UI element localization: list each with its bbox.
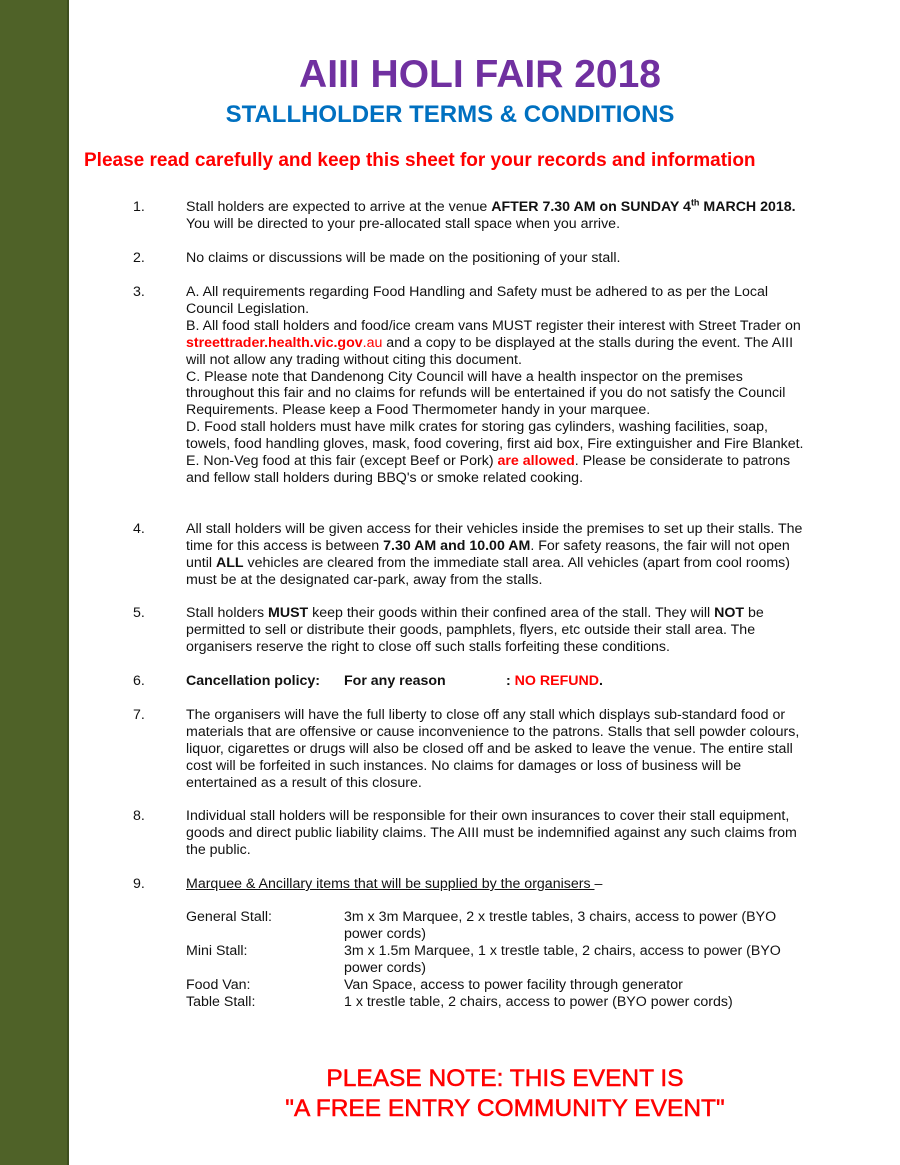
term-3e [186, 453, 806, 487]
dash: – [594, 876, 603, 892]
streettrader-link-tail[interactable]: .au [362, 334, 383, 351]
term-text-segment: Stall holders are expected to arrive at the venue [186, 199, 492, 215]
term-number: 5. [133, 605, 145, 621]
term-3b [186, 318, 806, 369]
document-subtitle: STALLHOLDER TERMS & CONDITIONS [225, 101, 675, 128]
arrival-time-bold: AFTER 7.30 AM on SUNDAY 4 [491, 199, 691, 215]
term-text: Individual stall holders will be responsible for their own insurances to cover their stall equipment, goods and direct public liability claims. The AIII must be indemnified against any such claims from the public. [186, 808, 797, 858]
colon: : [506, 673, 515, 689]
term-text: No claims or discussions will be made on the positioning of your stall. [186, 250, 621, 266]
term-text [186, 876, 806, 893]
term-3d: D. Food stall holders must have milk crates for storing gas cylinders, washing facilities, soap, towels, food handling gloves, mask, food covering, first aid box, Fire extinguisher and Fire Blanket. [186, 419, 804, 453]
stall-row-general [186, 909, 806, 943]
stall-type: Food Van: [186, 976, 251, 993]
allowed-highlight: are allowed [497, 453, 575, 470]
stall-type: General Stall: [186, 909, 272, 925]
stall-description: Van Space, access to power facility through generator [344, 976, 683, 993]
term-text-segment: vehicles are cleared from the immediate stall area. All vehicles (apart from cool rooms) must be at the designated car-park, away from the stalls. [186, 554, 790, 588]
must-bold: MUST [268, 605, 309, 621]
document-title: AIII HOLI FAIR 2018 [299, 53, 661, 96]
term-number: 9. [133, 876, 145, 892]
term-text-segment: You will be directed to your pre-allocated stall space when you arrive. [186, 215, 621, 232]
streettrader-link[interactable]: streettrader.health.vic.gov [186, 334, 363, 351]
term-text-segment: keep their goods within their confined area of the stall. They will [308, 605, 715, 621]
footer-line-2: "A FREE ENTRY COMMUNITY EVENT" [285, 1095, 725, 1122]
term-text-segment: Stall holders [186, 605, 269, 621]
term-text [186, 284, 806, 487]
term-number: 7. [133, 707, 145, 723]
term-number: 8. [133, 808, 145, 824]
cancellation-reason: For any reason [344, 673, 446, 689]
free-entry-notice [240, 1064, 770, 1124]
not-bold: NOT [714, 605, 745, 621]
term-text-segment: . Please be considerate to patrons and fellow stall holders during BBQ's or smoke related cooking. [186, 453, 791, 486]
term-text-segment: be permitted to sell or distribute their goods, pamphlets, flyers, etc outside their stall area. The organisers reserve the right to close off such stalls forfeiting these conditions. [186, 605, 764, 655]
all-bold: ALL [215, 554, 244, 571]
stall-description: 3m x 3m Marquee, 2 x trestle tables, 3 chairs, access to power (BYO power cords) [344, 909, 777, 942]
term-number: 6. [133, 673, 145, 689]
term-text-segment: and a copy to be displayed at the stalls during the event. The AIII will not allow any trading without citing this document. [186, 334, 794, 368]
term-number: 4. [133, 521, 145, 537]
term-text [186, 521, 806, 589]
term-text-segment: E. Non-Veg food at this fair (except Beef or Pork) [186, 453, 498, 470]
term-text [186, 605, 806, 656]
stall-type: Mini Stall: [186, 942, 248, 959]
marquee-heading: Marquee & Ancillary items that will be supplied by the organisers [186, 876, 595, 892]
term-number: 1. [133, 199, 145, 215]
no-refund-value: NO REFUND [514, 673, 600, 689]
period: . [599, 673, 603, 689]
term-3c: C. Please note that Dandenong City Council will have a health inspector on the premises throughout this fair and no claims for refunds will be entertained if you do not satisfy the Council Requirements. Please keep a Food Thermometer handy in your marquee. [186, 368, 786, 419]
term-text-segment: All stall holders will be given access for their vehicles inside the premises to set up their stalls. The time for this access is between [186, 521, 803, 554]
read-carefully-notice: Please read carefully and keep this sheet for your records and information [84, 150, 756, 171]
footer-line-1: PLEASE NOTE: THIS EVENT IS [326, 1065, 684, 1092]
term-number: 2. [133, 250, 145, 266]
cancellation-policy [186, 673, 806, 690]
arrival-date-bold: MARCH 2018. [699, 199, 796, 215]
term-text-segment: B. All food stall holders and food/ice cream vans MUST register their interest with Street Trader on [186, 317, 801, 334]
stall-description: 3m x 1.5m Marquee, 1 x trestle table, 2 chairs, access to power (BYO power cords) [344, 942, 781, 976]
stall-row-mini [186, 943, 806, 977]
term-text [186, 199, 806, 233]
stall-row-food-van [186, 977, 806, 994]
term-number: 3. [133, 284, 145, 300]
stall-description: 1 x trestle table, 2 chairs, access to power (BYO power cords) [344, 993, 733, 1010]
term-text: The organisers will have the full liberty to close off any stall which displays sub-standard food or materials that are offensive or cause inconvenience to the patrons. Stalls that sell powder colours, liquor, cigarettes or drugs will also be closed off and be asked to leave the venue. The entire stall cost will be forfeited in such instances. No claims for damages or loss of business will be entertained as a result of this closure. [186, 707, 800, 791]
stall-type: Table Stall: [186, 993, 256, 1010]
green-sidebar-band [0, 0, 69, 1165]
stall-row-table [186, 994, 806, 1011]
access-time-bold: 7.30 AM and 10.00 AM [383, 537, 531, 554]
cancellation-label: Cancellation policy: [186, 673, 321, 689]
stall-types-table [186, 909, 806, 1010]
ordinal-suffix: th [690, 197, 700, 208]
term-text-segment: . For safety reasons, the fair will not open until [186, 537, 790, 571]
term-3a: A. All requirements regarding Food Handling and Safety must be adhered to as per the Local Council Legislation. [186, 284, 769, 317]
